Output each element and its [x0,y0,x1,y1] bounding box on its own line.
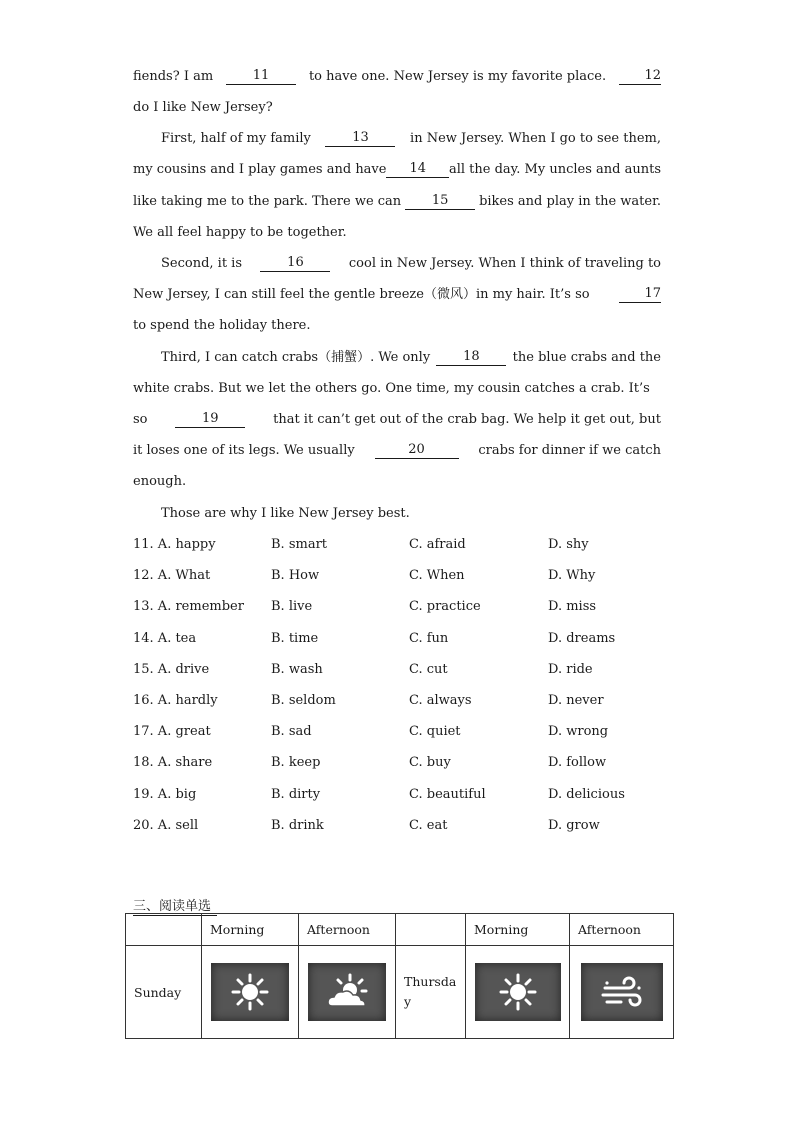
table-header-row [126,914,674,946]
header-cell: Afternoon [570,914,674,946]
passage-line: New Jersey, I can still feel the gentle breeze（微风）in my hair. It’s so 17 [133,286,661,302]
passage-line: it loses one of its legs. We usually 20 crabs for dinner if we catch [133,442,661,458]
option-b[interactable]: B. seldom [271,693,336,708]
option-a[interactable]: 14. A. tea [133,630,197,646]
option-b[interactable]: B. live [271,599,313,615]
option-a[interactable]: 18. A. share [133,755,213,771]
blank-13[interactable]: 13 [325,131,395,147]
blank-19[interactable]: 19 [175,412,245,428]
option-a[interactable]: 11. A. happy [133,537,216,552]
day-label: Thursda y [396,946,466,1039]
partly-cloudy-icon [308,963,386,1021]
day-label: Sunday [126,946,202,1039]
option-d[interactable]: D. miss [548,599,597,615]
header-cell: Morning [466,914,570,946]
blank-15[interactable]: 15 [405,194,475,210]
option-a[interactable]: 15. A. drive [133,661,210,677]
option-b[interactable]: B. How [271,568,320,584]
windy-icon [581,963,663,1021]
option-a[interactable]: 12. A. What [133,568,211,584]
header-cell: Afternoon [299,914,396,946]
option-a[interactable]: 20. A. sell [133,817,199,833]
option-c[interactable]: C. cut [409,661,448,677]
section-title: 三、阅读单选 [133,895,211,914]
option-b[interactable]: B. sad [271,724,312,740]
option-c[interactable]: C. buy [409,755,451,771]
option-d[interactable]: D. follow [548,755,607,771]
option-c[interactable]: C. afraid [409,537,466,552]
passage-line: Second, it is 16 cool in New Jersey. When I think of traveling to [161,255,661,271]
passage-line: First, half of my family 13 in New Jersey. When I go to see them, [161,130,661,146]
option-b[interactable]: B. wash [271,661,323,677]
passage-line: enough. [133,474,187,489]
header-cell [126,914,202,946]
option-b[interactable]: B. time [271,630,319,646]
option-d[interactable]: D. dreams [548,630,616,646]
blank-20[interactable]: 20 [375,443,459,459]
passage-line: fiends? I am 11 to have one. New Jersey is my favorite place. 12 [133,68,661,84]
passage-line: so 19 that it can’t get out of the crab bag. We help it get out, but [133,411,661,427]
option-c[interactable]: C. quiet [409,724,461,740]
option-c[interactable]: C. always [409,693,472,708]
header-cell [396,914,466,946]
sunny-icon [475,963,561,1021]
option-d[interactable]: D. ride [548,661,593,677]
option-a[interactable]: 13. A. remember [133,599,244,615]
option-b[interactable]: B. drink [271,817,324,833]
option-b[interactable]: B. dirty [271,786,321,802]
option-d[interactable]: D. delicious [548,786,625,802]
table-row [126,946,674,1039]
blank-11[interactable]: 11 [226,69,296,85]
blank-17[interactable]: 17 [619,287,661,303]
blank-12[interactable]: 12 [619,69,661,85]
option-d[interactable]: D. wrong [548,724,609,740]
header-cell: Morning [202,914,299,946]
option-c[interactable]: C. When [409,568,465,584]
blank-18[interactable]: 18 [436,350,506,366]
option-c[interactable]: C. fun [409,630,449,646]
passage-line: We all feel happy to be together. [133,225,347,240]
option-c[interactable]: C. eat [409,817,448,833]
option-d[interactable]: D. shy [548,537,589,552]
option-b[interactable]: B. smart [271,537,328,552]
passage-line: Those are why I like New Jersey best. [161,506,410,521]
option-b[interactable]: B. keep [271,755,321,771]
blank-14[interactable]: 14 [386,162,449,178]
passage-line: do I like New Jersey? [133,100,273,115]
passage-line: to spend the holiday there. [133,318,311,333]
option-d[interactable]: D. Why [548,568,596,584]
option-c[interactable]: C. practice [409,599,481,615]
option-c[interactable]: C. beautiful [409,786,486,802]
option-d[interactable]: D. grow [548,817,600,833]
option-a[interactable]: 16. A. hardly [133,693,218,708]
option-d[interactable]: D. never [548,693,604,708]
passage-line: white crabs. But we let the others go. One time, my cousin catches a crab. It’s [133,381,650,396]
option-a[interactable]: 17. A. great [133,724,211,740]
weather-table [125,913,674,1039]
blank-16[interactable]: 16 [260,256,330,272]
option-a[interactable]: 19. A. big [133,786,197,802]
passage-line: like taking me to the park. There we can 15 bikes and play in the water. [133,193,661,209]
sunny-icon [211,963,289,1021]
passage-line: my cousins and I play games and have 14 all the day. My uncles and aunts [133,161,661,177]
passage-line: Third, I can catch crabs（捕蟹）. We only 18 the blue crabs and the [161,349,661,365]
